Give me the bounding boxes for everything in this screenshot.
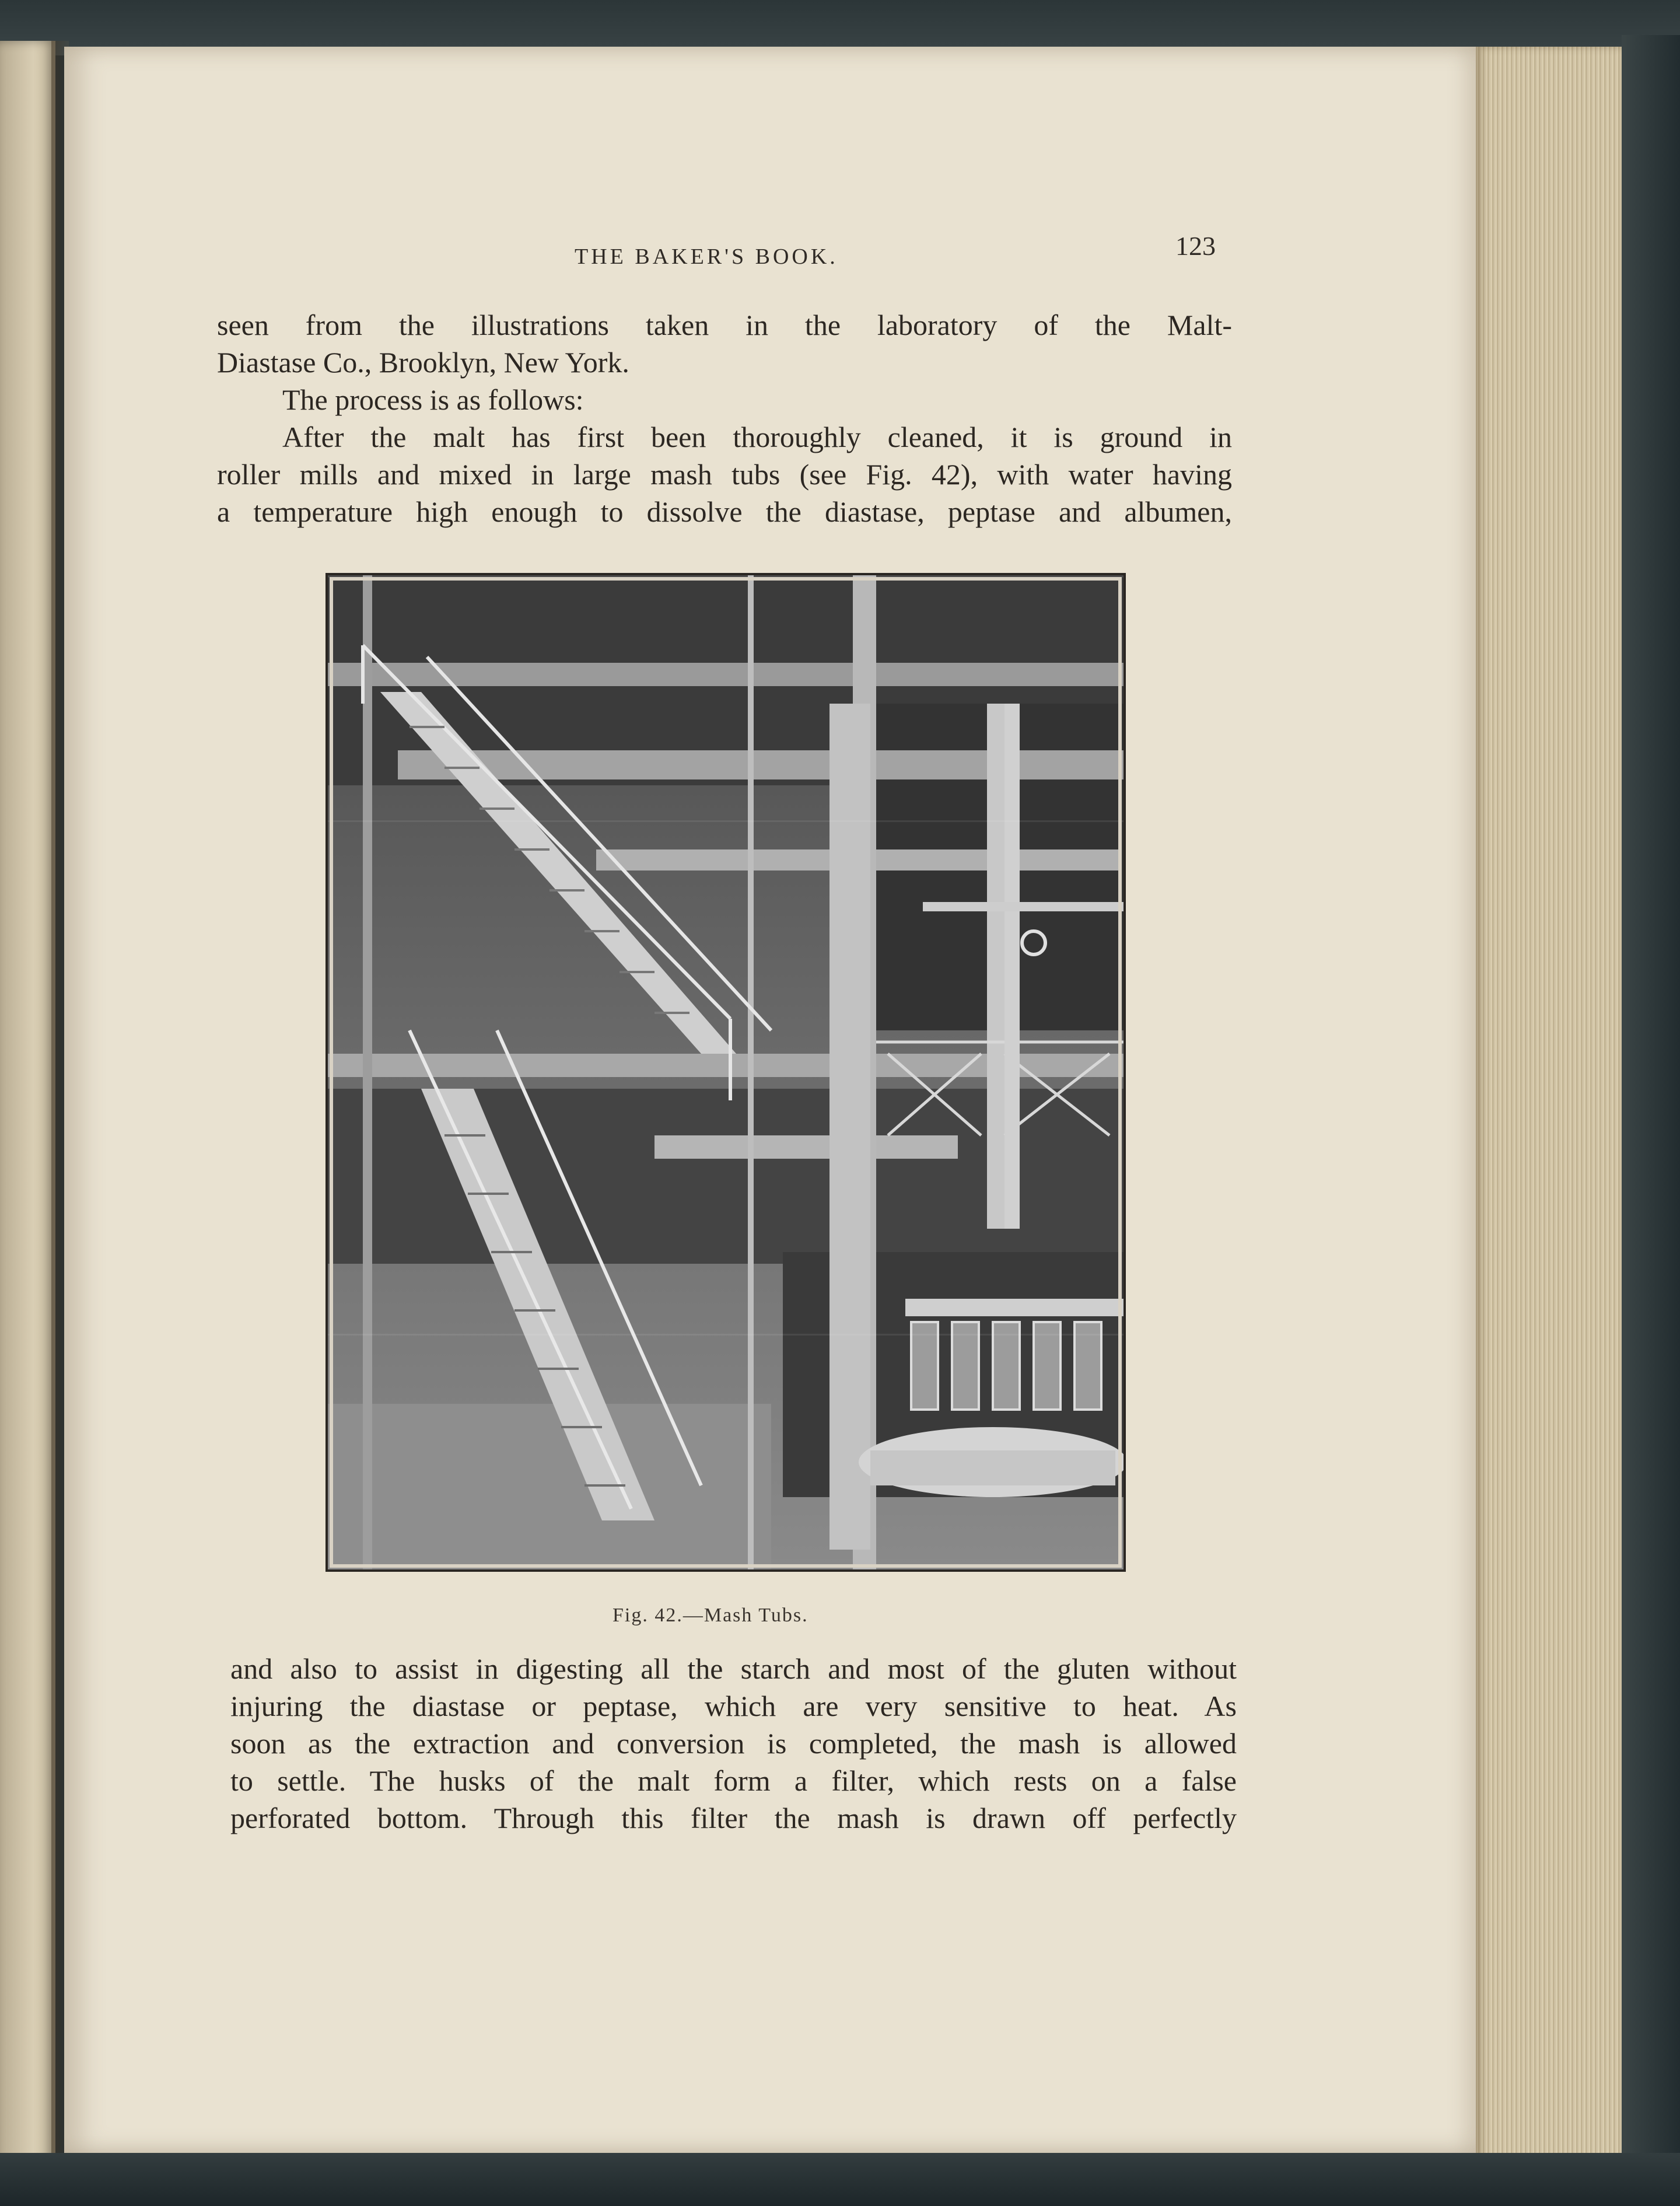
text-line: Diastase Co., Brooklyn, New York. bbox=[217, 346, 629, 379]
text-line: seen from the illustrations taken in the laboratory of the Malt- bbox=[217, 309, 1232, 341]
upper-text-block bbox=[217, 306, 1232, 530]
text-line: injuring the diastase or peptase, which are very sensitive to heat. As bbox=[230, 1690, 1237, 1722]
engraving-of-mash-tubs-staircase-icon bbox=[328, 575, 1124, 1569]
figure-caption: Fig. 42.—Mash Tubs. bbox=[612, 1604, 808, 1626]
text-line: The process is as follows: bbox=[282, 383, 584, 416]
text-line: roller mills and mixed in large mash tubs (see Fig. 42), with water having bbox=[217, 458, 1232, 491]
text-line: to settle. The husks of the malt form a filter, which rests on a false bbox=[230, 1764, 1237, 1797]
running-title: THE BAKER'S BOOK. bbox=[575, 244, 838, 269]
text-line: soon as the extraction and conversion is completed, the mash is allowed bbox=[230, 1727, 1237, 1760]
text-line: After the malt has first been thoroughly cleaned, it is ground in bbox=[282, 421, 1232, 453]
figure-mash-tubs bbox=[326, 573, 1126, 1572]
text-line: a temperature high enough to dissolve the diastase, peptase and albumen, bbox=[217, 495, 1232, 528]
page-number: 123 bbox=[1175, 231, 1216, 261]
page-edges bbox=[1476, 47, 1622, 2165]
text-line: and also to assist in digesting all the starch and most of the gluten without bbox=[230, 1652, 1237, 1685]
book-cover-right bbox=[1622, 35, 1680, 2206]
book-cover-bottom bbox=[0, 2153, 1680, 2206]
lower-text-block bbox=[230, 1650, 1237, 1837]
text-line: perforated bottom. Through this filter the mash is drawn off perfectly bbox=[230, 1802, 1237, 1834]
left-page-edge bbox=[0, 41, 55, 2165]
